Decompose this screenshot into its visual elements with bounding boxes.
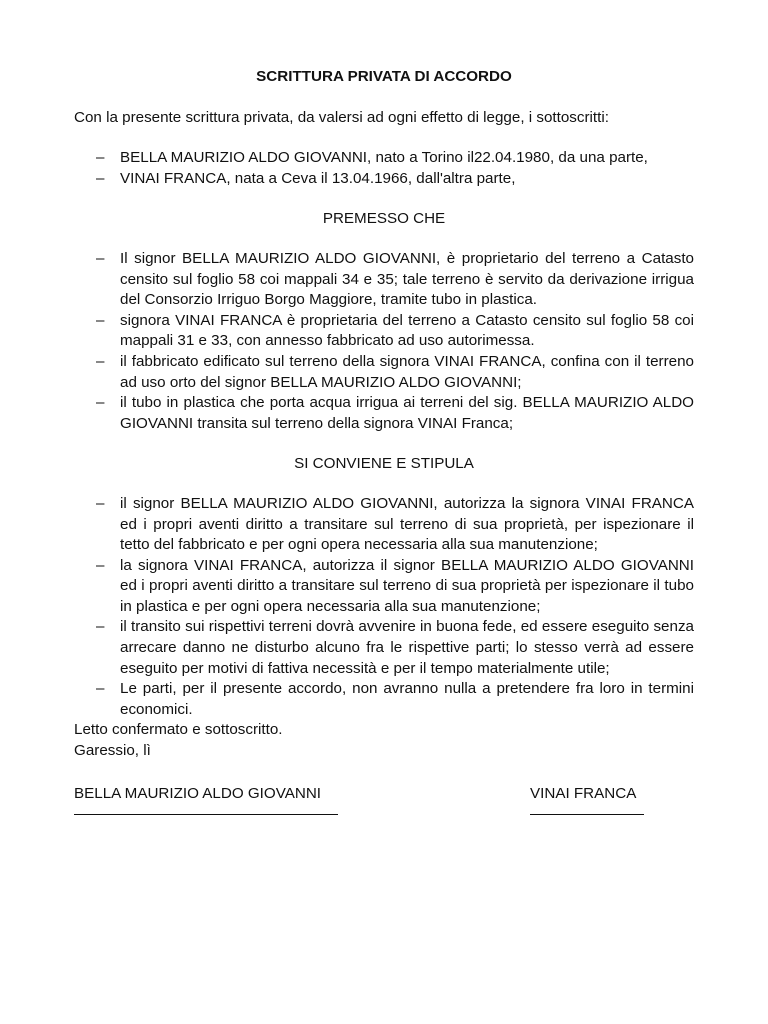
list-item — [74, 393, 694, 434]
dash-bullet-icon: – — [96, 149, 105, 167]
premesso-text: signora VINAI FRANCA è proprietaria del terreno a Catasto censito sul foglio 58 coi mappali 31 e 33, con annesso fabbricato ad uso autorimessa. — [120, 311, 694, 350]
signature-name-left: BELLA MAURIZIO ALDO GIOVANNI — [74, 784, 322, 802]
dash-bullet-icon: – — [96, 249, 105, 267]
premesso-text: Il signor BELLA MAURIZIO ALDO GIOVANNI, è proprietario del terreno a Catasto censito sul foglio 58 coi mappali 34 e 35; tale terreno è servito da derivazione irrigua del Consorzio Irriguo Borgo Maggiore, tramite tubo in plastica. — [120, 249, 694, 309]
premesso-text: il tubo in plastica che porta acqua irrigua ai terreni del sig. BELLA MAURIZIO ALDO GIOVANNI transita sul terreno della signora VINAI Franca; — [120, 394, 694, 432]
dash-bullet-icon: – — [96, 311, 105, 329]
document-body — [74, 67, 694, 828]
dash-bullet-icon: – — [96, 680, 105, 698]
signature-block — [74, 784, 694, 828]
stipula-text: il signor BELLA MAURIZIO ALDO GIOVANNI, autorizza la signora VINAI FRANCA ed i propri aventi diritto a transitare sul terreno di sua proprietà, per ispezionare il tetto del fabbricato e per ogni opera necessaria alla sua manutenzione; — [120, 494, 694, 554]
dash-bullet-icon: – — [96, 352, 105, 370]
document-title: SCRITTURA PRIVATA DI ACCORDO — [256, 68, 512, 85]
premesso-text: il fabbricato edificato sul terreno della signora VINAI FRANCA, confina con il terreno ad uso orto del signor BELLA MAURIZIO ALDO GIOVANNI; — [120, 352, 694, 391]
list-item — [74, 679, 694, 720]
signature-left — [74, 784, 338, 816]
party-text: VINAI FRANCA, nata a Ceva il 13.04.1966, dall'altra parte, — [120, 169, 516, 187]
stipula-heading: SI CONVIENE E STIPULA — [294, 455, 474, 473]
closing-confirmation: Letto confermato e sottoscritto. — [74, 721, 283, 739]
stipula-text: la signora VINAI FRANCA, autorizza il signor BELLA MAURIZIO ALDO GIOVANNI ed i propri aventi diritto a transitare sul terreno di sua proprietà per ispezionare il tubo in plastica e per ogni opera necessaria alla sua manutenzione; — [120, 556, 694, 615]
premesso-list — [74, 249, 694, 434]
list-item — [74, 311, 694, 352]
list-item — [74, 169, 694, 190]
signature-name-right: VINAI FRANCA — [530, 784, 637, 802]
premesso-heading: PREMESSO CHE — [322, 210, 446, 228]
stipula-text: Le parti, per il presente accordo, non avranno nulla a pretendere fra loro in termini economici. — [120, 680, 694, 718]
list-item — [74, 494, 694, 556]
party-text: BELLA MAURIZIO ALDO GIOVANNI, nato a Torino il22.04.1980, da una parte, — [120, 149, 648, 167]
signature-right — [530, 784, 644, 816]
parties-list — [74, 148, 694, 189]
list-item — [74, 249, 694, 311]
list-item — [74, 617, 694, 679]
dash-bullet-icon: – — [96, 169, 105, 187]
list-item — [74, 148, 694, 169]
dash-bullet-icon: – — [96, 494, 105, 512]
dash-bullet-icon: – — [96, 394, 105, 412]
list-item — [74, 556, 694, 618]
dash-bullet-icon: – — [96, 618, 105, 636]
stipula-list — [74, 494, 694, 721]
list-item — [74, 352, 694, 393]
closing-place: Garessio, lì — [74, 742, 151, 760]
stipula-text: il transito sui rispettivi terreni dovrà avvenire in buona fede, ed essere eseguito senza arrecare danno ne disturbo alcuno fra le rispettive parti; lo stesso verrà ad essere eseguito per motivi di fattiva necessità e per il tempo materialmente utile; — [120, 618, 694, 677]
dash-bullet-icon: – — [96, 556, 105, 574]
intro-paragraph: Con la presente scrittura privata, da valersi ad ogni effetto di legge, i sottoscritti: — [74, 108, 609, 126]
